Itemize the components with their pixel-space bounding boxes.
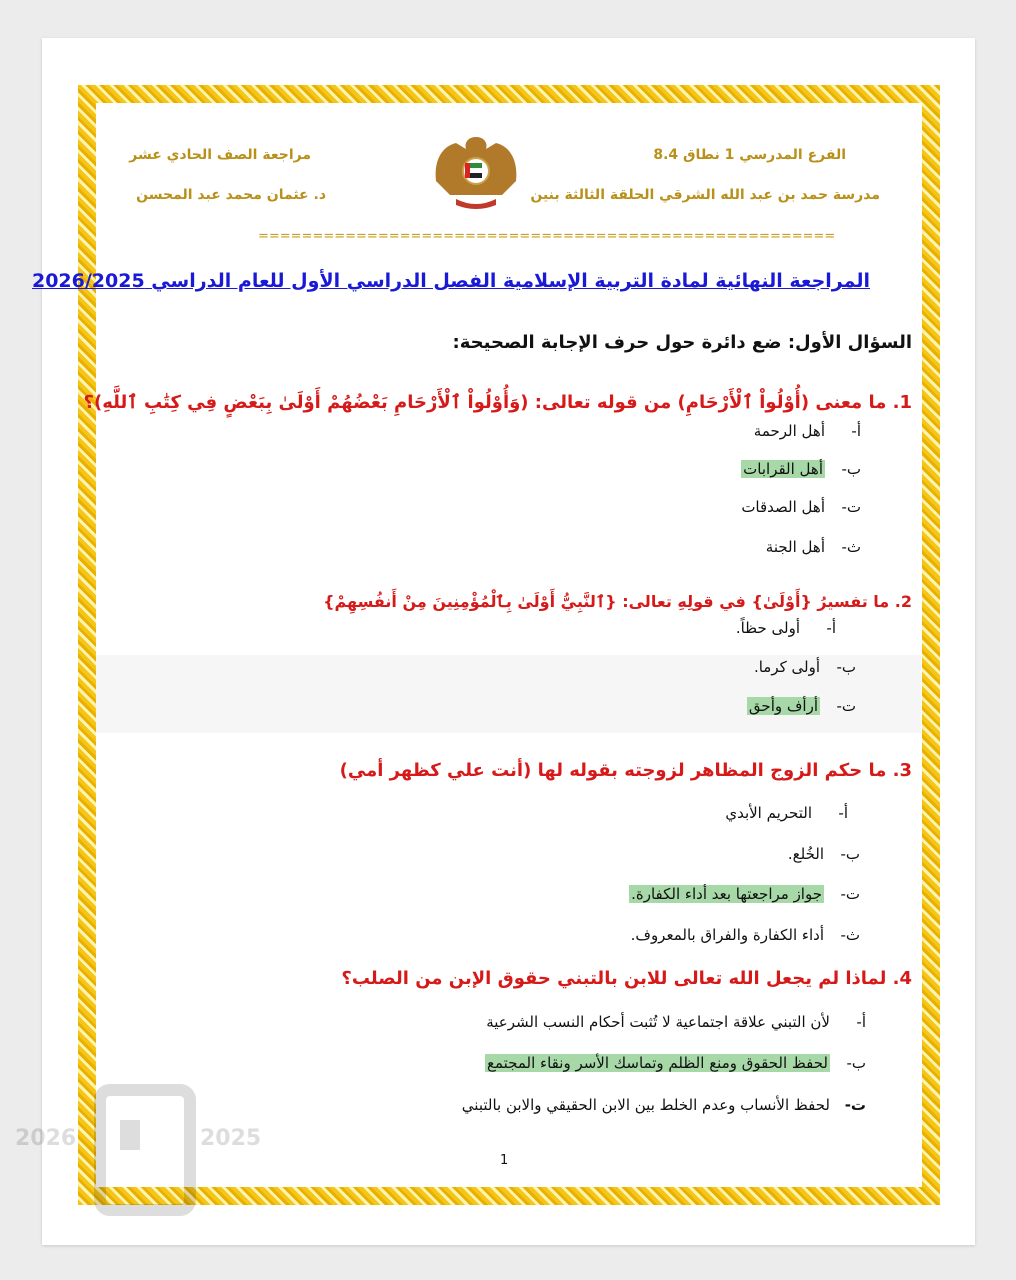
option-text: التحريم الأبدي — [725, 804, 812, 822]
question-3: 3. ما حكم الزوج المظاهر لزوجته بقوله لها (أنت علي كظهر أمي) — [339, 760, 912, 781]
option-text: لأن التبني علاقة اجتماعية لا تُثبت أحكام النسب الشرعية — [486, 1013, 830, 1031]
option-text: أهل الجنة — [765, 538, 825, 556]
option-text: أهل الصدقات — [741, 498, 825, 516]
option-letter: ب- — [836, 658, 856, 676]
option-letter: ث- — [840, 926, 860, 944]
uae-emblem-icon — [430, 133, 522, 213]
option-text: أهل الرحمة — [753, 422, 825, 440]
option-letter: ت- — [841, 498, 861, 516]
correct-answer-highlight: أهل القرابات — [743, 460, 823, 478]
option-letter: ب- — [841, 460, 861, 478]
q2-option-a[interactable] — [736, 619, 836, 637]
q3-option-b[interactable] — [788, 845, 860, 863]
teacher-name: د. عثمان محمد عبد المحسن — [136, 187, 326, 203]
correct-answer-highlight: أرأف وأحق — [748, 697, 818, 715]
q3-option-d[interactable] — [631, 926, 860, 944]
section-heading: السؤال الأول: ضع دائرة حول حرف الإجابة الصحيحة: — [452, 332, 912, 353]
page-number: 1 — [500, 1153, 509, 1168]
option-letter: أ- — [826, 619, 836, 637]
option-letter: أ- — [838, 804, 848, 822]
option-letter: ب- — [846, 1054, 866, 1072]
question-1: 1. ما معنى (أُوْلُواْ ٱلْأَرْحَامِ) من قوله تعالى: (وَأُوْلُواْ ٱلْأَرْحَامِ بَعْضُهُمْ أَوْلَىٰ بِبَعْضٍ فِي كِتَٰبِ ٱللَّهِ)؟ — [83, 392, 912, 413]
q4-option-b[interactable] — [485, 1054, 866, 1072]
school-name: مدرسة حمد بن عبد الله الشرقي الحلقة الثالثة بنين — [530, 187, 880, 203]
option-text: أداء الكفارة والفراق بالمعروف. — [630, 926, 824, 944]
option-letter: أ- — [856, 1013, 866, 1031]
q2-option-b[interactable] — [754, 658, 856, 676]
branch-label: الفرع المدرسي 1 نطاق 8.4 — [653, 147, 846, 163]
option-letter: ت- — [836, 697, 856, 715]
correct-answer-highlight: لحفظ الحقوق ومنع الظلم وتماسك الأسر ونقاء المجتمع — [487, 1054, 828, 1072]
option-text: أولى حظاً. — [735, 619, 800, 637]
q4-option-a[interactable] — [486, 1013, 866, 1031]
q1-option-d[interactable] — [766, 538, 861, 556]
q1-option-b[interactable] — [741, 460, 861, 478]
option-letter: ت- — [840, 885, 860, 903]
correct-answer-highlight: جواز مراجعتها بعد أداء الكفارة. — [631, 885, 822, 903]
q3-option-c[interactable] — [629, 885, 860, 903]
q3-option-a[interactable] — [725, 804, 848, 822]
question-4: 4. لماذا لم يجعل الله تعالى للابن بالتبني حقوق الإبن من الصلب؟ — [341, 968, 912, 989]
option-text: لحفظ الأنساب وعدم الخلط بين الابن الحقيقي والابن بالتبني — [461, 1096, 830, 1114]
grade-review-label: مراجعة الصف الحادي عشر — [129, 147, 311, 163]
question-2: 2. ما تفسيرُ {أَوْلَىٰ} في قولِهِ تعالى: {ٱلنَّبِيُّ أَوْلَىٰ بِٱلْمُؤْمِنِينَ مِنْ أَنفُسِهِمْ} — [323, 592, 912, 611]
page-title: المراجعة النهائية لمادة التربية الإسلامية الفصل الدراسي الأول للعام الدراسي 2026/2025 — [31, 270, 870, 292]
option-letter: أ- — [851, 422, 861, 440]
option-text: الخُلع. — [787, 845, 824, 863]
q4-option-c[interactable] — [462, 1096, 866, 1114]
header-separator: ===================================================== — [258, 229, 836, 244]
option-letter: ب- — [840, 845, 860, 863]
option-letter: ت- — [844, 1096, 866, 1114]
q1-option-c[interactable] — [741, 498, 861, 516]
q2-option-c[interactable] — [747, 697, 856, 715]
decorative-border — [78, 85, 940, 1205]
option-text: أولى كرما. — [753, 658, 820, 676]
q1-option-a[interactable] — [754, 422, 861, 440]
option-letter: ث- — [841, 538, 861, 556]
